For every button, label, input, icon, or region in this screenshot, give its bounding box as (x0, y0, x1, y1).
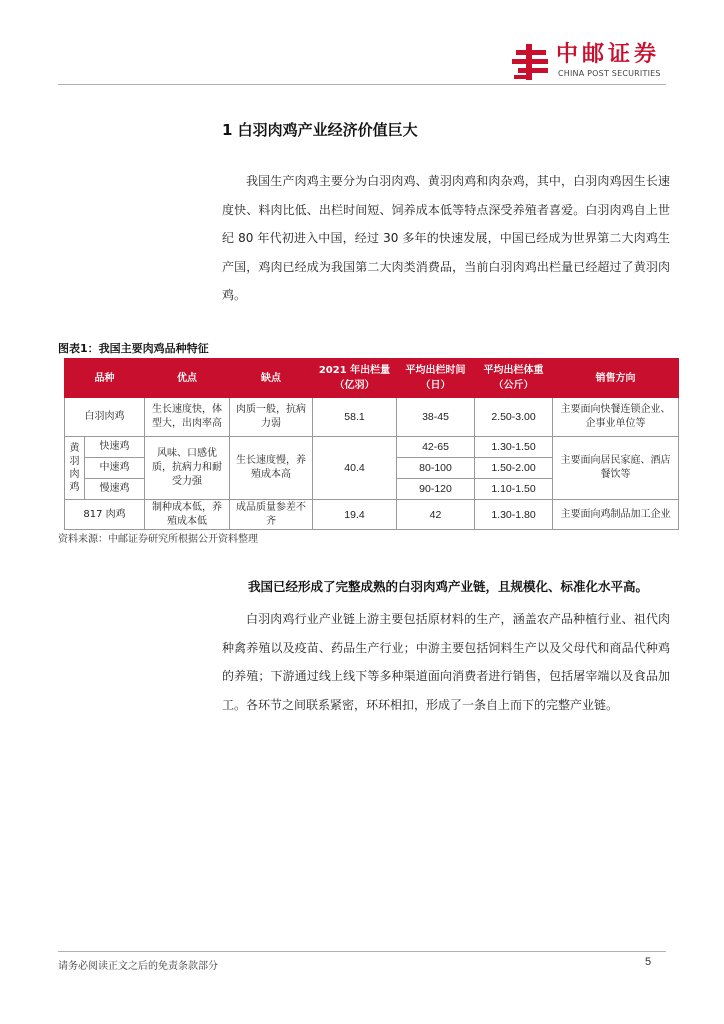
breed-comparison-table (64, 358, 679, 530)
header-pros: 优点 (145, 359, 230, 398)
cell-weight: 2.50-3.00 (475, 398, 553, 437)
footer-disclaimer: 请务必阅读正文之后的免责条款部分 (58, 961, 218, 972)
figure-source: 资料来源：中邮证券研究所根据公开资料整理 (58, 534, 258, 545)
header-weight: 平均出栏体重（公斤） (475, 359, 553, 398)
cell-weight: 1.30-1.50 (475, 437, 553, 458)
cell-weight: 1.10-1.50 (475, 479, 553, 500)
lead-sentence: 我国已经形成了完整成熟的白羽肉鸡产业链，且规模化、标准化水平高。 (248, 579, 649, 594)
cell-days: 42-65 (397, 437, 475, 458)
brand-name-cn: 中邮证券 (556, 42, 661, 67)
cell-sub-name: 快速鸡 (85, 437, 145, 458)
footer-divider (58, 951, 666, 952)
header-sales: 销售方向 (553, 359, 679, 398)
cell-yellow-output: 40.4 (313, 437, 397, 500)
cell-output: 58.1 (313, 398, 397, 437)
cell-breed-name: 817 肉鸡 (65, 500, 145, 530)
cell-output: 19.4 (313, 500, 397, 530)
cell-pros: 生长速度快，体型大，出肉率高 (145, 398, 230, 437)
cell-yellow-cons: 生长速度慢，养殖成本高 (230, 437, 313, 500)
section-title: 1 白羽肉鸡产业经济价值巨大 (222, 121, 418, 139)
intro-paragraph: 我国生产肉鸡主要分为白羽肉鸡、黄羽肉鸡和肉杂鸡，其中，白羽肉鸡因生长速度快、料肉比低、出栏时间短、饲养成本低等特点深受养殖者喜爱。白羽肉鸡自上世纪 80 年代初进入中国，经过 30 多年的快速发展，中国已经成为世界第二大肉鸡生产国，鸡肉已经成为我国第二大肉类消费品，当前白羽肉鸡出栏量已经超过了黄羽肉鸡。 (222, 174, 670, 303)
table-row-white (65, 398, 679, 437)
cell-sales: 主要面向鸡制品加工企业 (553, 500, 679, 530)
header-output: 2021 年出栏量（亿羽） (313, 359, 397, 398)
brand-logo (512, 40, 672, 84)
cell-days: 90-120 (397, 479, 475, 500)
brand-name-en: CHINA POST SECURITIES (558, 69, 661, 78)
header-days: 平均出栏时间（日） (397, 359, 475, 398)
header-cons: 缺点 (230, 359, 313, 398)
cell-sub-name: 慢速鸡 (85, 479, 145, 500)
cell-yellow-group: 黄羽肉鸡 (65, 437, 85, 500)
cell-days: 80-100 (397, 458, 475, 479)
header-breed: 品种 (65, 359, 145, 398)
page-number: 5 (645, 956, 652, 968)
cell-breed-name: 白羽肉鸡 (65, 398, 145, 437)
china-post-logo-icon (512, 44, 552, 80)
cell-days: 38-45 (397, 398, 475, 437)
cell-weight: 1.30-1.80 (475, 500, 553, 530)
table-row-yellow-fast (65, 437, 679, 458)
cell-sales: 主要面向快餐连锁企业、企事业单位等 (553, 398, 679, 437)
table-row-817 (65, 500, 679, 530)
cell-pros: 制种成本低，养殖成本低 (145, 500, 230, 530)
header-divider (58, 84, 666, 85)
cell-yellow-pros: 风味、口感优质，抗病力和耐受力强 (145, 437, 230, 500)
industry-chain-paragraph: 白羽肉鸡行业产业链上游主要包括原材料的生产，涵盖农产品种植行业、祖代肉种禽养殖以及疫苗、药品生产行业；中游主要包括饲料生产以及父母代和商品代种鸡的养殖；下游通过线上线下等多种渠道面向消费者进行销售，包括屠宰端以及食品加工。各环节之间联系紧密，环环相扣，形成了一条自上而下的完整产业链。 (222, 612, 670, 712)
cell-days: 42 (397, 500, 475, 530)
figure-label: 图表1：我国主要肉鸡品种特征 (58, 342, 209, 355)
cell-yellow-sales: 主要面向居民家庭、酒店餐饮等 (553, 437, 679, 500)
cell-sub-name: 中速鸡 (85, 458, 145, 479)
cell-cons: 成品质量参差不齐 (230, 500, 313, 530)
table-header-row (65, 359, 679, 398)
cell-cons: 肉质一般，抗病力弱 (230, 398, 313, 437)
cell-weight: 1.50-2.00 (475, 458, 553, 479)
